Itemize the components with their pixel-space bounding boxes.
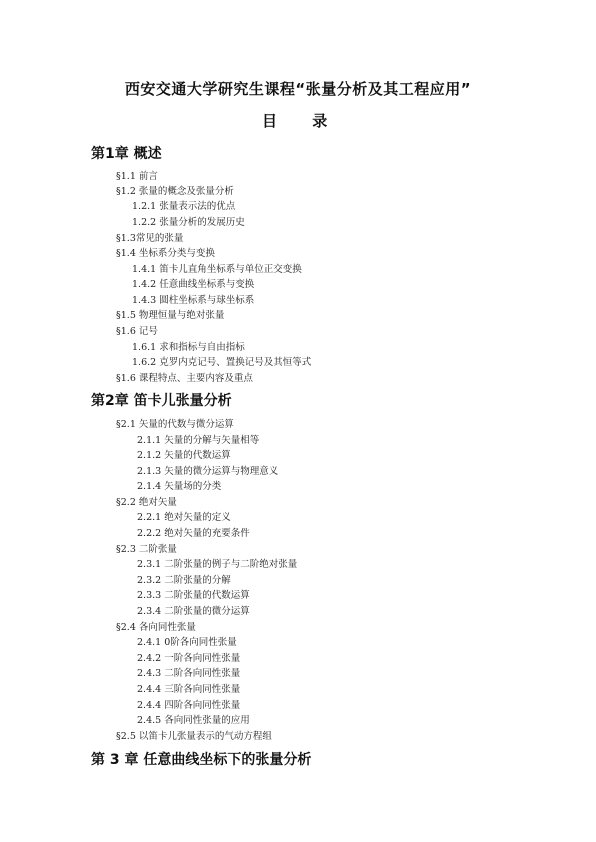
toc-subsection: 2.1.2 矢量的代数运算 bbox=[137, 450, 231, 461]
toc-subsection: 2.2.1 绝对矢量的定义 bbox=[137, 512, 231, 523]
toc-subsection: 1.4.3 圆柱坐标系与球坐标系 bbox=[132, 295, 255, 306]
toc-subsection: 2.1.4 矢量场的分类 bbox=[137, 481, 222, 492]
toc-subsection: 2.1.1 矢量的分解与矢量相等 bbox=[137, 435, 260, 446]
toc-subsection: 2.4.1 0阶各向同性张量 bbox=[137, 637, 237, 648]
toc-section: §1.6 课程特点、主要内容及重点 bbox=[116, 373, 253, 384]
toc-subsection: 1.6.1 求和指标与自由指标 bbox=[132, 342, 245, 353]
toc-section: §2.3 二阶张量 bbox=[116, 544, 177, 555]
toc-section: §2.2 绝对矢量 bbox=[116, 497, 177, 508]
toc-subsection: 1.6.2 克罗内克记号、置换记号及其恒等式 bbox=[132, 357, 312, 368]
toc-section: §2.4 各向同性张量 bbox=[116, 622, 196, 633]
course-title: 西安交通大学研究生课程“张量分析及其工程应用” bbox=[124, 80, 472, 98]
toc-section: §1.6 记号 bbox=[116, 326, 158, 337]
toc-subsection: 2.3.3 二阶张量的代数运算 bbox=[137, 590, 250, 601]
toc-subsection: 1.2.2 张量分析的发展历史 bbox=[132, 217, 245, 228]
chapter-1-heading: 第1章 概述 bbox=[91, 146, 162, 162]
toc-subsection: 2.4.5 各向同性张量的应用 bbox=[137, 715, 250, 726]
toc-subsection: 2.4.4 四阶各向同性张量 bbox=[137, 700, 241, 711]
toc-heading: 目 录 bbox=[262, 112, 328, 130]
chapter-3-heading: 第 3 章 任意曲线坐标下的张量分析 bbox=[91, 752, 312, 768]
chapter-2-heading: 第2章 笛卡儿张量分析 bbox=[91, 393, 232, 409]
toc-subsection: 2.3.2 二阶张量的分解 bbox=[137, 575, 231, 586]
toc-section: §1.2 张量的概念及张量分析 bbox=[116, 186, 234, 197]
toc-subsection: 2.1.3 矢量的微分运算与物理意义 bbox=[137, 466, 279, 477]
toc-subsection: 2.4.3 二阶各向同性张量 bbox=[137, 668, 241, 679]
toc-section: §1.3常见的张量 bbox=[116, 233, 184, 244]
toc-section: §1.1 前言 bbox=[116, 171, 158, 182]
toc-subsection: 2.2.2 绝对矢量的充要条件 bbox=[137, 528, 250, 539]
toc-section: §1.5 物理恒量与绝对张量 bbox=[116, 310, 225, 321]
toc-subsection: 2.3.1 二阶张量的例子与二阶绝对张量 bbox=[137, 559, 298, 570]
toc-section: §2.1 矢量的代数与微分运算 bbox=[116, 419, 234, 430]
toc-subsection: 2.3.4 二阶张量的微分运算 bbox=[137, 606, 250, 617]
toc-subsection: 2.4.4 三阶各向同性张量 bbox=[137, 684, 241, 695]
toc-subsection: 1.2.1 张量表示法的优点 bbox=[132, 201, 236, 212]
toc-subsection: 1.4.2 任意曲线坐标系与变换 bbox=[132, 279, 255, 290]
toc-section: §2.5 以笛卡儿张量表示的气动方程组 bbox=[116, 731, 272, 742]
toc-subsection: 1.4.1 笛卡儿直角坐标系与单位正交变换 bbox=[132, 264, 302, 275]
toc-section: §1.4 坐标系分类与变换 bbox=[116, 248, 215, 259]
toc-subsection: 2.4.2 一阶各向同性张量 bbox=[137, 653, 241, 664]
